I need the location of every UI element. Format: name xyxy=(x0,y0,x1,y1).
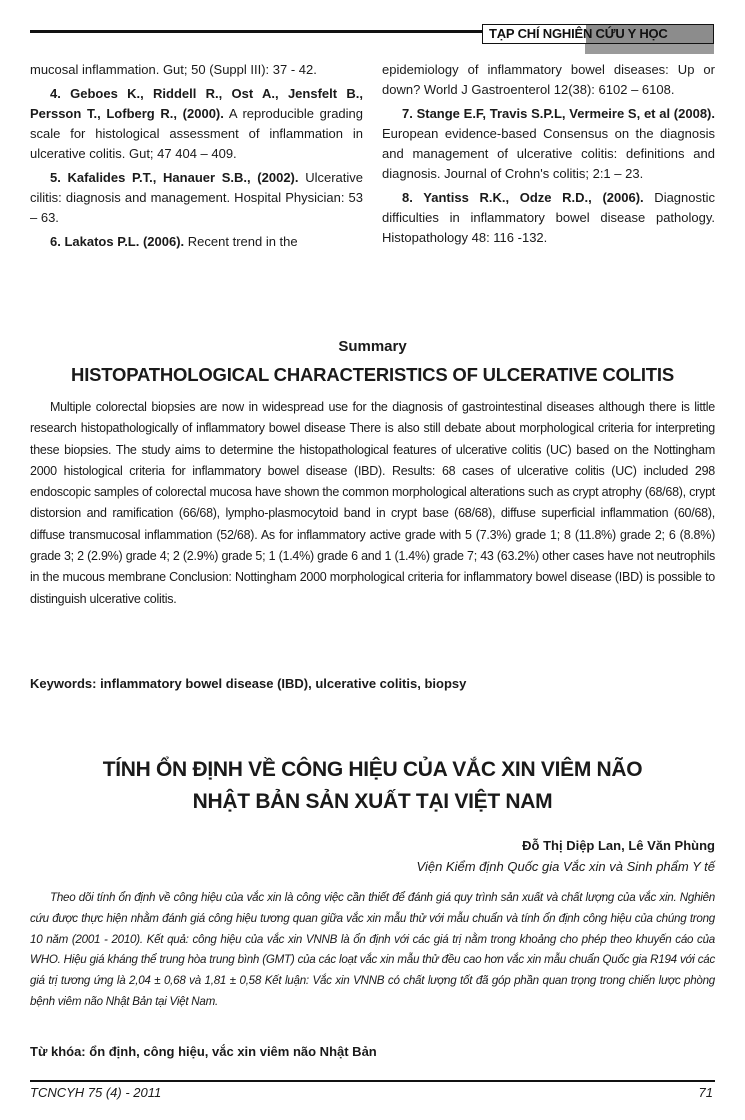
footer-rule xyxy=(30,1080,715,1082)
reference-text: European evidence-based Consensus on the diagnosis and management of ulcerative colitis: definitions and diagnosis. Journal of Crohn's colitis; 2:1 – 23. xyxy=(382,126,715,181)
badge-tab-decoration xyxy=(585,44,714,54)
english-abstract: Multiple colorectal biopsies are now in widespread use for the diagnosis of gastrointestinal diseases although there is little research histopathologically of inflammatory bowel disease There is also still debate about morphological criteria for interpreting these biopsies. The study aims to determine the histopathological features of ulcerative colitis (UC) based on the Nottingham 2000 histological criteria for inflammatory bowel disease (IBD). Results: 68 cases of ulcerative colitis (UC) included 298 endoscopic samples of colorectal mucosa have shown the common morphological alterations such as crypt atrophy (68/68), crypt distorsion and ramification (66/68), lympho-plasmocytoid band in crypt base (68/68), diffuse superficial inflammation (60/68), diffuse transmucosal inflammation (52/68). As for inflammatory active grade with 5 (7.3%) grade 1; 8 (11.8%) grade 2; 6 (8.8%) grade 3; 2 (2.9%) grade 4; 2 (2.9%) grade 5; 1 (1.4%) grade 6 and 1 (1.4%) grade 7; 43 (63.2%) other cases have not neutrophils in the mucous membrane Conclusion: Nottingham 2000 morphological criteria for inflammatory bowel disease (IBD) is possible to distinguish ulcerative colitis. xyxy=(30,400,715,606)
reference-authors: 8. Yantiss R.K., Odze R.D., (2006). xyxy=(402,190,644,205)
journal-name: TẠP CHÍ NGHIÊN CỨU Y HỌC xyxy=(489,26,668,41)
article-affiliation: Viện Kiểm định Quốc gia Vắc xin và Sinh phẩm Y tế xyxy=(416,859,715,874)
article-title xyxy=(30,754,715,818)
header-rule xyxy=(30,30,482,33)
english-keywords: Keywords: inflammatory bowel disease (IBD), ulcerative colitis, biopsy xyxy=(30,676,467,691)
reference-text: mucosal inflammation. Gut; 50 (Suppl III): 37 - 42. xyxy=(30,62,317,77)
page-number: 71 xyxy=(698,1085,713,1100)
summary-heading: Summary xyxy=(338,338,407,355)
reference-item xyxy=(382,188,715,248)
reference-text: epidemiology of inflammatory bowel diseases: Up or down? World J Gastroenterol 12(38): 6102 – 6108. xyxy=(382,62,715,97)
reference-item xyxy=(382,104,715,184)
reference-item xyxy=(30,232,363,252)
reference-authors: 7. Stange E.F, Travis S.P.L, Vermeire S, et al (2008). xyxy=(402,106,715,121)
journal-badge xyxy=(482,24,714,44)
references-columns xyxy=(30,60,715,256)
reference-item xyxy=(30,168,363,228)
article-authors: Đỗ Thị Diệp Lan, Lê Văn Phùng xyxy=(522,838,715,853)
references-left-column xyxy=(30,60,363,256)
article-title-line-2: NHẬT BẢN SẢN XUẤT TẠI VIỆT NAM xyxy=(192,790,553,813)
article-title-line-1: TÍNH ỔN ĐỊNH VỀ CÔNG HIỆU CỦA VẮC XIN VIÊM NÃO xyxy=(102,758,643,781)
vietnamese-keywords: Từ khóa: ổn định, công hiệu, vắc xin viêm não Nhật Bản xyxy=(30,1044,377,1059)
reference-authors: 5. Kafalides P.T., Hanauer S.B., (2002). xyxy=(50,170,299,185)
vietnamese-abstract: Theo dõi tính ổn định về công hiệu của vắc xin là công việc cần thiết để đánh giá quy trình sản xuất và chất lượng của vắc xin. Nghiên cứu được thực hiện nhằm đánh giá công hiệu tương quan giữa vắc xin mẫu thử với mẫu chuẩn và tính ổn định công hiệu của chúng trong 10 năm (2001 - 2010). Kết quả: công hiệu của vắc xin VNNB là ổn định với các giá trị nằm trong khoảng cho phép theo khuyến cáo của WHO. Hiệu giá kháng thể trung hòa trung bình (GMT) của các loạt vắc xin mẫu thử đều cao hơn vắc xin mẫu chuẩn Quốc gia R194 với các giá trị tương ứng là 2,04 ± 0,68 và 1,81 ± 0,58 Kết luận: Vắc xin VNNB có chất lượng tốt đã góp phần quan trọng trong chiến lược phòng bệnh viêm não Nhật Bản tại Việt Nam. xyxy=(30,891,715,1008)
reference-text: Recent trend in the xyxy=(184,234,298,249)
reference-item xyxy=(30,84,363,164)
reference-text: A reproducible grading scale for histological assessment of inflammation in ulcerative colitis. Gut; 47 404 – 409. xyxy=(30,106,364,161)
reference-text: Diagnostic difficulties in inflammatory bowel disease pathology. Histopathology 48: 116 -132. xyxy=(382,190,715,245)
reference-item xyxy=(382,60,715,100)
reference-item xyxy=(30,60,363,80)
reference-authors: 4. Geboes K., Riddell R., Ost A., Jensfelt B., Persson T., Lofberg R., (2000). xyxy=(30,86,363,121)
reference-text: Ulcerative cilitis: diagnosis and management. Hospital Physician: 53 – 63. xyxy=(30,170,363,225)
reference-authors: 6. Lakatos P.L. (2006). xyxy=(50,234,185,249)
summary-title: HISTOPATHOLOGICAL CHARACTERISTICS OF ULCERATIVE COLITIS xyxy=(71,364,674,385)
references-right-column xyxy=(382,60,715,256)
footer-citation: TCNCYH 75 (4) - 2011 xyxy=(30,1085,162,1100)
